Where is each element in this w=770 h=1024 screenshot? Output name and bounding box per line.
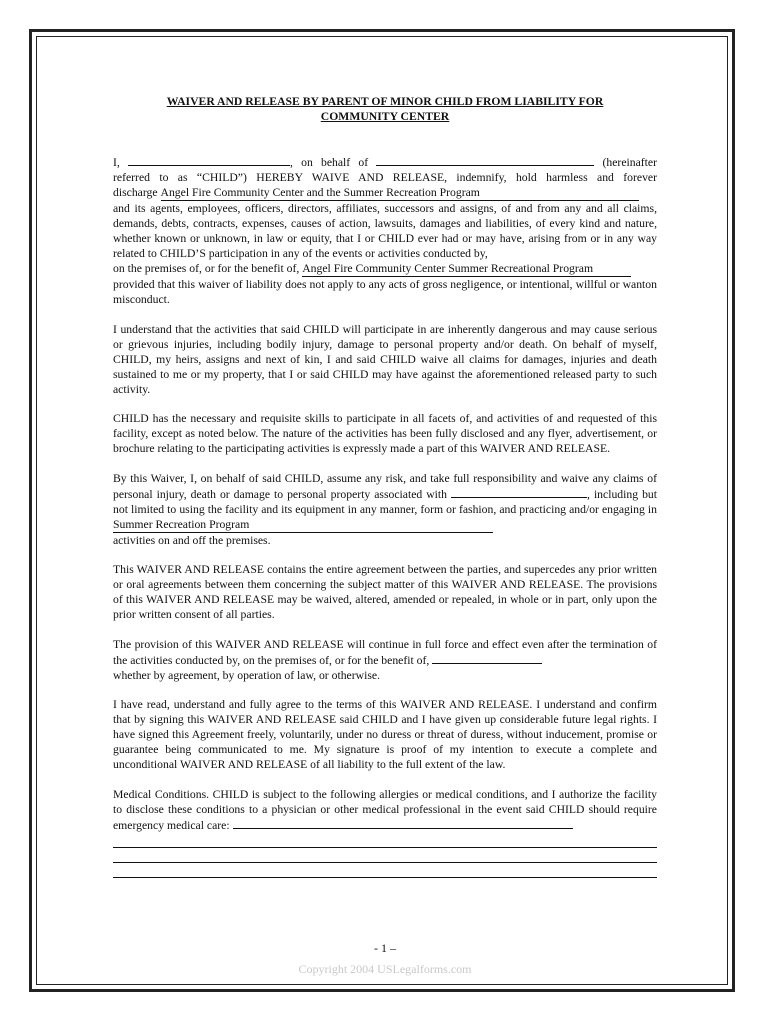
assume-risk-tail: activities on and off the premises.: [113, 533, 271, 547]
medical-text: [113, 787, 657, 833]
release-line-1: [113, 154, 657, 170]
medical-conditions-field[interactable]: [233, 817, 573, 829]
paragraph-acknowledgment: I have read, understand and fully agree to the terms of this WAIVER AND RELEASE. I understand and confirm that by signing this WAIVER AND RELEASE said CHILD and I have given up considerable future legal rights. I have signed this Agreement freely, voluntarily, under no duress or threat of duress, without inducement, promise or guarantee being communicated to me. My signature is proof of my intention to execute a complete and unconditional WAIVER AND RELEASE of all liability to the full extent of the law.: [113, 698, 657, 771]
medical-line-3[interactable]: [113, 863, 657, 878]
premises-entity-field[interactable]: [302, 261, 631, 277]
parent-name-field[interactable]: [128, 154, 290, 166]
child-name-field[interactable]: [376, 154, 594, 166]
paragraph-medical: [113, 787, 657, 878]
releasee-value: Angel Fire Community Center and the Summer Recreation Program: [160, 186, 480, 199]
activity-field[interactable]: [451, 486, 587, 498]
paragraph-skills: CHILD has the necessary and requisite skills to participate in all facets of, and activities of and requested of this facility, except as noted below. The nature of the activities has been fully disclosed and any flyer, advertisement, or brochure relating to the participating activities is expressly made a part of this WAIVER AND RELEASE.: [113, 412, 657, 455]
medical-lead: Medical Conditions. CHILD is subject to the following allergies or medical conditions, and I authorize the facility to disclose these conditions to a physician or other medical professional in the event said CHILD should require emergency medical care:: [113, 787, 657, 832]
release-line-2: referred to as “CHILD”) HEREBY WAIVE AND RELEASE, indemnify, hold harmless and forever: [113, 171, 657, 184]
assume-risk-middle: including but not limited to using the facility and its equipment in any manner, form or fashion, and practicing and/or engaging in: [113, 487, 658, 516]
paragraph-continuation: [113, 637, 657, 683]
program-value: Summer Recreation Program: [113, 517, 250, 531]
paragraph-assume-risk: [113, 471, 657, 548]
release-line-3: [113, 185, 657, 201]
paragraph-release: [113, 154, 657, 307]
medical-line-1[interactable]: [113, 833, 657, 848]
paragraph-entire-agreement: This WAIVER AND RELEASE contains the entire agreement between the parties, and supercedes any prior written or oral agreements between them concerning the subject matter of this WAIVER AND RELEASE. The provisions of this WAIVER AND RELEASE may be waived, altered, amended or repealed, in whole or in part, only upon the prior written consent of all parties.: [113, 563, 657, 621]
release-tail: provided that this waiver of liability does not apply to any acts of gross negligence, or intentional, willful or wanton misconduct.: [113, 278, 657, 306]
title-line-1: WAIVER AND RELEASE BY PARENT OF MINOR CHILD FROM LIABILITY FOR: [166, 95, 604, 108]
assume-risk-lead: By this Waiver, I, on behalf of said CHILD, assume any risk, and take full responsibility and waive any claims of personal injury, death or damage to personal property associated with: [113, 471, 657, 501]
program-field[interactable]: [113, 517, 493, 533]
release-premises-line: [113, 261, 657, 277]
premises-entity-value: Angel Fire Community Center Summer Recreational Program: [302, 262, 594, 275]
hereinafter-label: (hereinafter: [602, 156, 657, 169]
copyright-notice: Copyright 2004 USLegalforms.com: [298, 962, 472, 976]
activity-comma: ,: [587, 487, 590, 501]
on-behalf-label: , on behalf of: [290, 156, 369, 169]
paragraph-risk: I understand that the activities that said CHILD will participate in are inherently dangerous and may cause serious or grievous injuries, including bodily injury, damage to personal property and/or death. On behalf of myself, CHILD, my heirs, assigns and next of kin, I and said CHILD waive all claims for damages, injuries and death sustained to me or my property, that I or said CHILD may have against the aforementioned released party to such activity.: [113, 322, 657, 396]
continuation-tail: whether by agreement, by operation of law, or otherwise.: [113, 668, 380, 682]
page-number: - 1 –: [374, 941, 396, 955]
medical-line-2[interactable]: [113, 848, 657, 863]
continuation-text: [113, 637, 657, 668]
benefit-field[interactable]: [432, 652, 542, 664]
discharge-label: discharge: [113, 186, 158, 199]
releasee-field[interactable]: [161, 185, 639, 201]
document-title: [113, 94, 657, 124]
premises-label: on the premises of, or for the benefit of,: [113, 262, 300, 275]
i-label: I,: [113, 156, 120, 169]
assume-risk-text: [113, 471, 657, 533]
title-line-2: COMMUNITY CENTER: [320, 110, 450, 123]
release-body: and its agents, employees, officers, directors, affiliates, successors and assigns, of and from any and all claims, demands, debts, contracts, expenses, causes of action, lawsuits, damages and liabilities, of every kind and nature, whether known or unknown, in law or equity, that I or CHILD ever had or may have, arising from or in any way related to CHILD’S participation in any of the events or activities conducted by,: [113, 202, 657, 260]
document-body: [113, 94, 657, 878]
continuation-lead: The provision of this WAIVER AND RELEASE will continue in full force and effect even after the termination of the activities conducted by, on the premises of, or for the benefit of,: [113, 637, 657, 667]
